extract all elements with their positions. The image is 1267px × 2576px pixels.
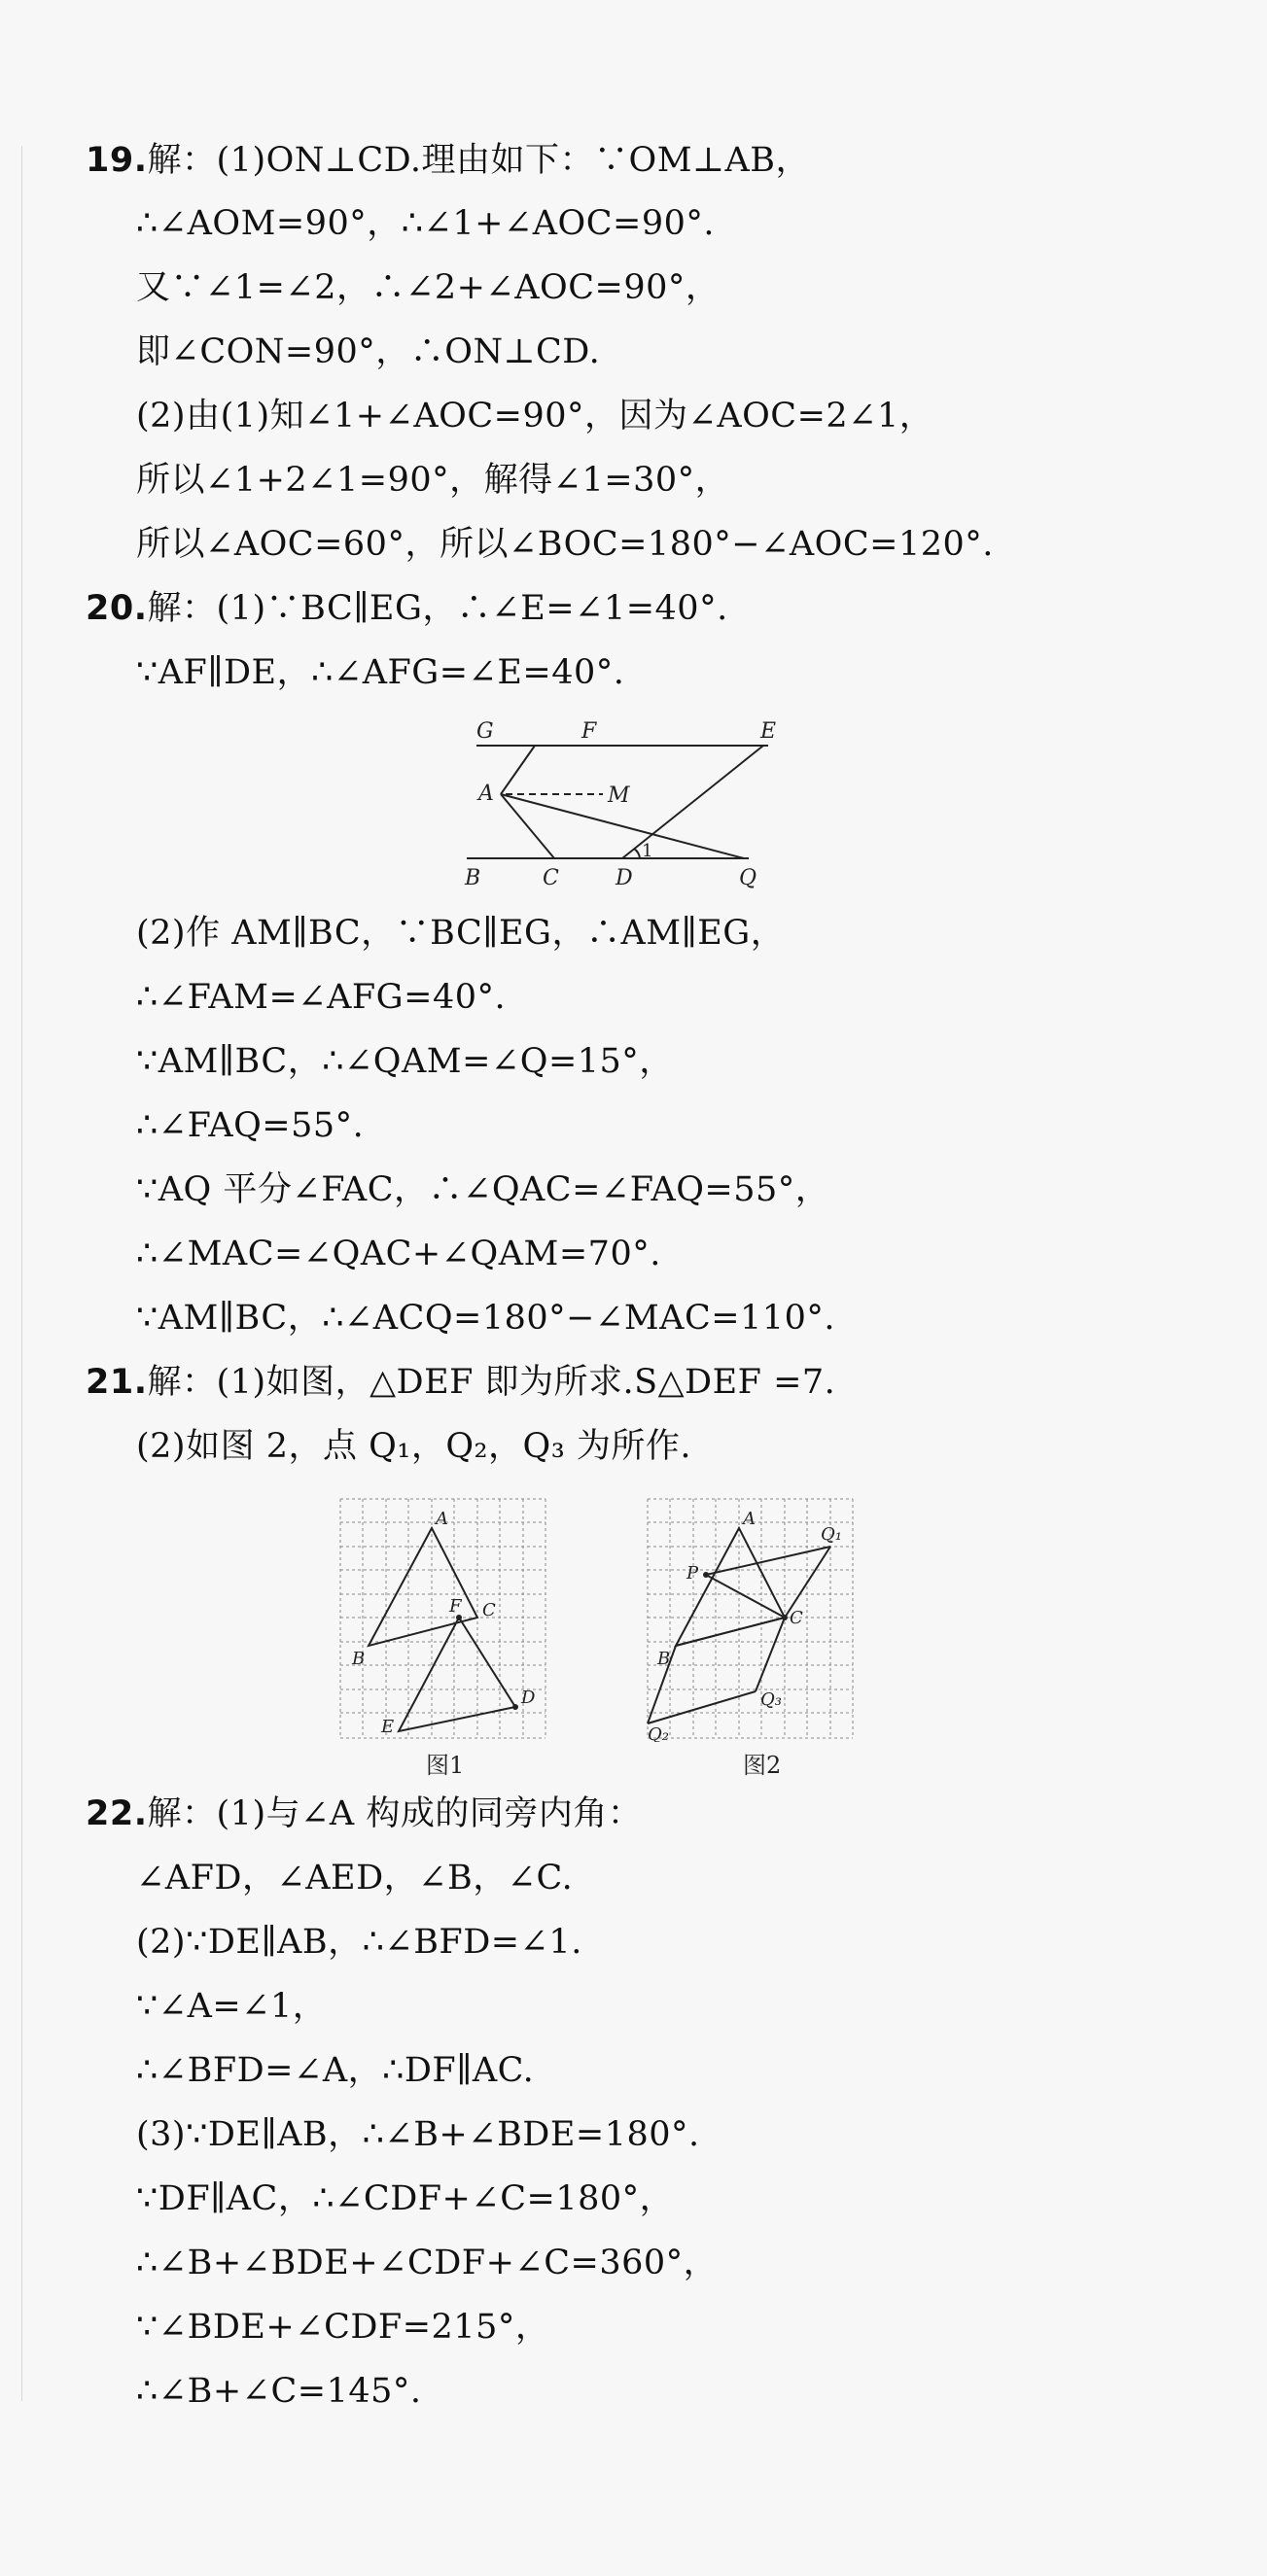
fig2-label-B: B: [657, 1649, 671, 1669]
solution-line: [136, 914, 785, 953]
fig2-label-P: P: [686, 1563, 699, 1584]
fig20-label-A: A: [478, 782, 494, 806]
solution-line: [136, 2179, 674, 2218]
fig1-caption: 图1: [426, 1752, 465, 1779]
solution-text: 解：(1)∵BC∥EG，∴∠E=∠1=40°.: [147, 589, 728, 628]
solution-text: ∠AFD，∠AED，∠B，∠C.: [136, 1859, 574, 1897]
page-edge-line: [21, 146, 22, 2401]
solution-text: (2)作 AM∥BC，∵BC∥EG，∴AM∥EG，: [136, 914, 786, 953]
solution-line: [136, 1859, 573, 1897]
problem-number: 20.: [86, 589, 148, 628]
fig1-label-C: C: [482, 1600, 496, 1620]
problem-number: 19.: [86, 141, 148, 180]
solution-line: [136, 397, 933, 435]
fig20-label-G: G: [476, 719, 494, 744]
solution-text: ∵AF∥DE，∴∠AFG=∠E=40°.: [136, 653, 625, 692]
solution-line: [136, 1042, 674, 1081]
solution-text: ∴∠AOM=90°，∴∠1+∠AOC=90°.: [136, 204, 716, 243]
solution-line: [136, 2308, 549, 2347]
fig20-label-F: F: [581, 719, 597, 744]
fig1-label-E: E: [381, 1717, 395, 1737]
fig1-label-F: F: [449, 1596, 462, 1617]
solution-text: 又∵∠1=∠2，∴∠2+∠AOC=90°，: [136, 268, 721, 307]
solution-text: ∴∠B+∠C=145°.: [136, 2372, 422, 2411]
fig2-caption: 图2: [743, 1752, 782, 1779]
solution-text: (2)由(1)知∠1+∠AOC=90°，因为∠AOC=2∠1，: [136, 397, 934, 435]
solution-text: ∴∠MAC=∠QAC+∠QAM=70°.: [136, 1235, 661, 1273]
solution-line: [136, 1987, 327, 2026]
fig20-label-C: C: [543, 866, 559, 889]
solution-line: [136, 332, 600, 371]
fig2-label-Q3: Q₃: [760, 1689, 782, 1710]
fig1-label-A: A: [436, 1509, 448, 1529]
fig20-label-D: D: [616, 866, 633, 889]
solution-line: [136, 525, 994, 564]
fig1-label-B: B: [352, 1649, 366, 1669]
figure-problem-21-fig2: [646, 1497, 862, 1742]
solution-text: (3)∵DE∥AB，∴∠B+∠BDE=180°.: [136, 2115, 700, 2154]
solution-text: 解：(1)如图，△DEF 即为所求.S△DEF =7.: [147, 1363, 836, 1402]
fig20-label-1: 1: [642, 841, 653, 861]
fig2-label-C: C: [790, 1608, 803, 1628]
solution-line: [136, 461, 729, 500]
solution-text: 即∠CON=90°，∴ON⊥CD.: [136, 332, 601, 371]
solution-line: [136, 653, 624, 692]
solution-text: ∵AM∥BC，∴∠QAM=∠Q=15°，: [136, 1042, 674, 1081]
figure-problem-21-fig1: [338, 1497, 554, 1742]
solution-line: [136, 204, 715, 243]
solution-line: [86, 1794, 642, 1833]
solution-line: [136, 1427, 691, 1466]
solution-text: ∴∠BFD=∠A，∴DF∥AC.: [136, 2051, 535, 2090]
fig1-label-D: D: [521, 1688, 536, 1708]
solution-line: [136, 2244, 718, 2282]
solution-line: [136, 2051, 534, 2090]
solution-line: [136, 268, 720, 307]
solution-text: (2)∵DE∥AB，∴∠BFD=∠1.: [136, 1923, 582, 1962]
solution-line: [136, 2372, 422, 2411]
solution-line: [86, 589, 728, 628]
fig20-label-E: E: [760, 719, 777, 744]
solution-line: [136, 2115, 700, 2154]
solution-text: ∵∠BDE+∠CDF=215°，: [136, 2308, 550, 2347]
solution-text: ∵∠A=∠1，: [136, 1987, 328, 2026]
solution-line: [136, 1299, 835, 1338]
solution-text: ∵DF∥AC，∴∠CDF+∠C=180°，: [136, 2179, 675, 2218]
solution-line: [136, 978, 506, 1017]
figure-problem-20: [457, 714, 807, 889]
solution-text: 所以∠1+2∠1=90°，解得∠1=30°，: [136, 461, 730, 500]
fig20-label-Q: Q: [739, 866, 757, 889]
solution-text: (2)如图 2，点 Q₁，Q₂，Q₃ 为所作.: [136, 1427, 692, 1466]
solution-text: ∴∠FAM=∠AFG=40°.: [136, 978, 507, 1017]
solution-text: ∴∠B+∠BDE+∠CDF+∠C=360°，: [136, 2244, 719, 2282]
solution-text: ∵AM∥BC，∴∠ACQ=180°−∠MAC=110°.: [136, 1299, 835, 1338]
fig20-label-B: B: [465, 866, 481, 889]
solution-text: 解：(1)与∠A 构成的同旁内角：: [147, 1794, 643, 1833]
solution-line: [136, 1170, 829, 1209]
fig2-label-A: A: [743, 1509, 756, 1529]
solution-line: [136, 1923, 582, 1962]
solution-text: ∴∠FAQ=55°.: [136, 1106, 365, 1145]
fig2-label-Q2: Q₂: [648, 1724, 669, 1742]
problem-number: 21.: [86, 1363, 148, 1402]
solution-text: 所以∠AOC=60°，所以∠BOC=180°−∠AOC=120°.: [136, 525, 994, 564]
fig20-label-M: M: [608, 783, 630, 808]
problem-number: 22.: [86, 1794, 148, 1833]
fig2-label-Q1: Q₁: [821, 1524, 842, 1545]
solution-text: ∵AQ 平分∠FAC，∴∠QAC=∠FAQ=55°，: [136, 1170, 830, 1209]
solution-line: [86, 1363, 835, 1402]
solution-line: [86, 141, 810, 180]
solution-line: [136, 1235, 661, 1273]
solution-text: 解：(1)ON⊥CD.理由如下：∵OM⊥AB，: [147, 141, 810, 180]
solution-line: [136, 1106, 364, 1145]
